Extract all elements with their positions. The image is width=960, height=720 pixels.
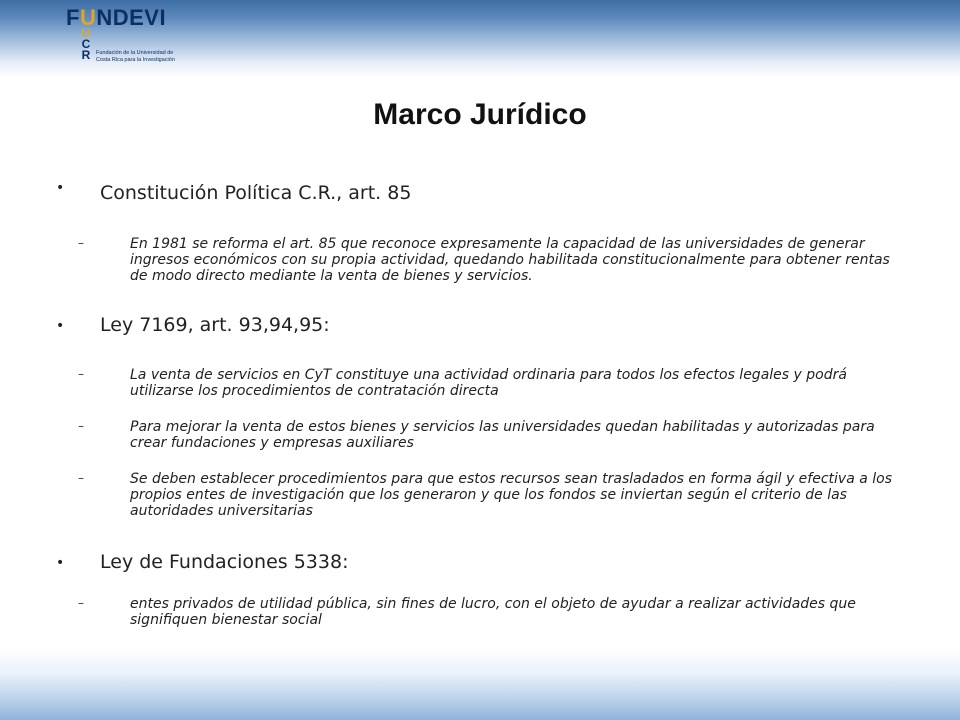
logo-ucr-letters: U C R: [81, 26, 91, 62]
footer-band: [0, 648, 960, 720]
fundevi-logo: [66, 5, 175, 66]
dash-icon: –: [78, 596, 84, 610]
list-item: Se deben establecer procedimientos para que estos recursos sean trasladados en forma ágil y efectiva a los propios entes de investigación que los generaron y que los fondos se inviertan según el criterio de las autoridades universitarias: [130, 471, 893, 519]
logo-wordmark: FUNDEVI: [66, 5, 167, 30]
dash-icon: –: [78, 367, 84, 381]
section-heading-constitucion: Constitución Política C.R., art. 85: [100, 182, 412, 204]
bullet-icon: •: [56, 318, 65, 334]
list-item: entes privados de utilidad pública, sin fines de lucro, con el objeto de ayudar a realizar actividades que signifiquen bienestar social: [130, 596, 856, 628]
list-item: Para mejorar la venta de estos bienes y servicios las universidades quedan habilitadas y autorizadas para crear fundaciones y empresas auxiliares: [130, 419, 875, 451]
section-heading-ley-fundaciones: Ley de Fundaciones 5338:: [100, 551, 349, 573]
bullet-icon: •: [56, 180, 65, 196]
dash-icon: –: [78, 471, 84, 485]
bullet-icon: •: [56, 555, 65, 571]
dash-icon: –: [78, 419, 84, 433]
list-item: La venta de servicios en CyT constituye una actividad ordinaria para todos los efectos legales y podrá utilizarse los procedimientos de contratación directa: [130, 367, 847, 399]
logo-subtitle: Fundación de la Universidad de Costa Rica para la Investigación: [96, 50, 175, 63]
list-item: En 1981 se reforma el art. 85 que reconoce expresamente la capacidad de las universidades de generar ingresos económicos con su propia actividad, quedando habilitada constitucionalmente para obtener rentas de modo directo mediante la venta de bienes y servicios.: [130, 236, 890, 284]
dash-icon: –: [78, 236, 84, 250]
slide-title: Marco Jurídico: [373, 98, 587, 131]
section-heading-ley-7169: Ley 7169, art. 93,94,95:: [100, 314, 330, 336]
